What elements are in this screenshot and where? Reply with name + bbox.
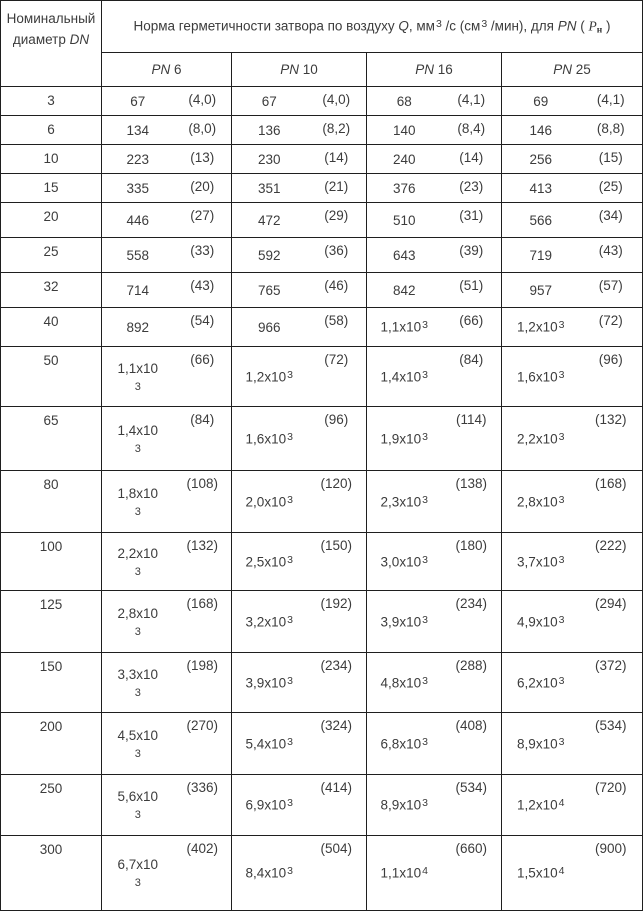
paren-cell: (66) xyxy=(442,308,502,347)
exponent: 3 xyxy=(422,674,428,687)
exponent: 3 xyxy=(558,368,565,381)
pn10-header-cell: PN 10 xyxy=(232,53,367,87)
dn-cell: 32 xyxy=(1,273,102,308)
exponent-line: 3 xyxy=(134,686,141,699)
value-text: 5,6x10 xyxy=(117,789,159,804)
dn-cell: 3 xyxy=(1,87,102,116)
value-cell: 134 xyxy=(102,116,174,145)
value-text: 3,0x10 xyxy=(380,554,422,570)
paren-cell: (72) xyxy=(307,347,367,407)
dn-cell: 100 xyxy=(1,533,102,591)
main-header-cell: Норма герметичности затвора по воздуху Q, $мм^3$ /с ($см^3$ /мин), для PN ( $P_н$ ) xyxy=(102,1,643,53)
value-text: 6,7x10 xyxy=(117,857,159,872)
dn-cell: 200 xyxy=(1,713,102,775)
value-cell xyxy=(232,653,307,713)
value-cell: 146 xyxy=(502,116,580,145)
paren-cell: (534) xyxy=(580,713,643,775)
value-text: 1,4x10 xyxy=(117,422,159,438)
value-cell: 966 xyxy=(232,308,307,347)
exponent-line: 3 xyxy=(134,565,141,578)
value-cell: 256 xyxy=(502,145,580,174)
value-text: 2,3x10 xyxy=(380,494,422,510)
value-text: 2,5x10 xyxy=(245,554,287,570)
table-row xyxy=(1,145,643,174)
paren-cell: (8,0) xyxy=(174,116,232,145)
value-cell: 68 xyxy=(367,87,442,116)
value-cell xyxy=(102,775,174,836)
value-cell xyxy=(502,308,580,347)
paren-cell: (336) xyxy=(174,775,232,836)
value-cell xyxy=(232,591,307,653)
exponent: 3 xyxy=(558,735,565,748)
value-text: 6,9x10 xyxy=(245,797,287,813)
exponent: 3 xyxy=(422,493,428,506)
table-row xyxy=(1,713,643,775)
value-text: 1,4x10 xyxy=(380,369,422,385)
table-row xyxy=(1,591,643,653)
value-cell xyxy=(367,347,442,407)
dn-cell: 80 xyxy=(1,471,102,533)
value-cell: 376 xyxy=(367,174,442,203)
table-row xyxy=(1,203,643,238)
exponent: 3 xyxy=(287,430,293,443)
paren-cell: (372) xyxy=(580,653,643,713)
exponent: 3 xyxy=(287,674,293,687)
value-cell: 842 xyxy=(367,273,442,308)
paren-cell: (27) xyxy=(174,203,232,238)
paren-cell: (46) xyxy=(307,273,367,308)
exponent: 3 xyxy=(558,493,565,506)
pn25-header-cell: PN 25 xyxy=(502,53,643,87)
value-text: 1,8x10 xyxy=(117,485,159,501)
value-cell xyxy=(232,471,307,533)
value-text: 1,2x10 xyxy=(517,797,558,813)
value-cell xyxy=(232,533,307,591)
value-cell: 69 xyxy=(502,87,580,116)
paren-cell: (54) xyxy=(174,308,232,347)
exponent: 3 xyxy=(422,319,428,332)
paren-cell: (43) xyxy=(580,238,643,273)
dn-cell: 65 xyxy=(1,407,102,471)
paren-cell: (31) xyxy=(442,203,502,238)
value-cell: 240 xyxy=(367,145,442,174)
exponent-line: 3 xyxy=(134,877,141,889)
value-text: 1,6x10 xyxy=(517,369,558,385)
corner-line1: Номинальный xyxy=(6,11,96,26)
dn-cell: 6 xyxy=(1,116,102,145)
exponent: 3 xyxy=(422,613,428,626)
value-cell xyxy=(102,533,174,591)
paren-cell: (23) xyxy=(442,174,502,203)
exponent-line: 3 xyxy=(134,747,141,760)
dn-cell: 25 xyxy=(1,238,102,273)
exponent: 3 xyxy=(287,865,293,878)
value-cell: 566 xyxy=(502,203,580,238)
paren-cell: (324) xyxy=(307,713,367,775)
exponent-line: 3 xyxy=(134,442,141,455)
exponent: 3 xyxy=(287,735,293,748)
pn16-header-cell: PN 16 xyxy=(367,53,502,87)
paren-cell: (4,1) xyxy=(442,87,502,116)
paren-cell: (270) xyxy=(174,713,232,775)
paren-cell: (72) xyxy=(580,308,643,347)
value-cell xyxy=(232,713,307,775)
value-text: 6,8x10 xyxy=(380,736,422,752)
paren-cell: (15) xyxy=(580,145,643,174)
value-text: 4,9x10 xyxy=(517,614,558,630)
value-cell xyxy=(502,533,580,591)
corner-header-cell xyxy=(1,1,102,87)
pn-symbol: PN xyxy=(557,18,577,34)
exponent: 3 xyxy=(287,553,293,566)
value-cell: 765 xyxy=(232,273,307,308)
paren-cell: (138) xyxy=(442,471,502,533)
exponent-line: 3 xyxy=(134,809,141,821)
paren-cell: (96) xyxy=(307,407,367,471)
value-text: 4,5x10 xyxy=(117,727,159,743)
value-cell: 335 xyxy=(102,174,174,203)
dn-symbol: DN xyxy=(69,32,90,47)
value-cell: 714 xyxy=(102,273,174,308)
value-cell: 230 xyxy=(232,145,307,174)
table-row xyxy=(1,308,643,347)
exponent: 4 xyxy=(558,797,565,810)
paren-cell: (34) xyxy=(580,203,643,238)
exponent: 3 xyxy=(422,735,428,748)
value-text: 2,8x10 xyxy=(517,494,558,510)
value-cell xyxy=(102,591,174,653)
paren-cell: (21) xyxy=(307,174,367,203)
paren-cell: (120) xyxy=(307,471,367,533)
value-text: 3,7x10 xyxy=(517,554,558,570)
table-row xyxy=(1,116,643,145)
paren-cell: (58) xyxy=(307,308,367,347)
value-cell xyxy=(367,308,442,347)
value-cell xyxy=(502,471,580,533)
paren-cell: (25) xyxy=(580,174,643,203)
value-cell: 413 xyxy=(502,174,580,203)
value-cell: 558 xyxy=(102,238,174,273)
corner-line2: диаметр DN xyxy=(12,32,90,47)
exponent: 3 xyxy=(422,553,428,566)
paren-cell: (8,2) xyxy=(307,116,367,145)
value-cell: 472 xyxy=(232,203,307,238)
paren-cell: (39) xyxy=(442,238,502,273)
paren-cell: (8,4) xyxy=(442,116,502,145)
dn-cell: 300 xyxy=(1,836,102,911)
table-row xyxy=(1,174,643,203)
paren-cell: (114) xyxy=(442,407,502,471)
value-text: 3,2x10 xyxy=(245,614,287,630)
exponent: 3 xyxy=(287,493,293,506)
dn-cell: 125 xyxy=(1,591,102,653)
paren-cell: (150) xyxy=(307,533,367,591)
paren-cell: (168) xyxy=(580,471,643,533)
paren-cell: (66) xyxy=(174,347,232,407)
paren-cell: (234) xyxy=(442,591,502,653)
dn-cell: 50 xyxy=(1,347,102,407)
paren-cell: (132) xyxy=(174,533,232,591)
table-row xyxy=(1,775,643,836)
paren-cell: (36) xyxy=(307,238,367,273)
paren-cell: (4,1) xyxy=(580,87,643,116)
value-text: 8,9x10 xyxy=(380,797,422,813)
value-text: 2,2x10 xyxy=(517,431,558,447)
exponent: 3 xyxy=(558,553,565,566)
value-cell xyxy=(502,407,580,471)
paren-cell: (408) xyxy=(442,713,502,775)
paren-cell: (288) xyxy=(442,653,502,713)
value-cell xyxy=(502,347,580,407)
paren-cell: (504) xyxy=(307,836,367,911)
value-text: 8,4x10 xyxy=(245,865,287,881)
value-text: 1,6x10 xyxy=(245,431,287,447)
paren-cell: (402) xyxy=(174,836,232,911)
paren-cell: (534) xyxy=(442,775,502,836)
exponent: 3 xyxy=(422,368,428,381)
value-text: 1,1x10 xyxy=(380,319,422,335)
paren-cell: (13) xyxy=(174,145,232,174)
paren-cell: (8,8) xyxy=(580,116,643,145)
exponent-line: 3 xyxy=(134,505,141,518)
exponent-line: 3 xyxy=(134,625,141,638)
paren-cell: (222) xyxy=(580,533,643,591)
value-cell: 136 xyxy=(232,116,307,145)
value-text: 2,2x10 xyxy=(117,545,159,561)
value-cell xyxy=(367,713,442,775)
paren-cell: (20) xyxy=(174,174,232,203)
dn-cell: 40 xyxy=(1,308,102,347)
value-cell xyxy=(502,591,580,653)
paren-cell: (33) xyxy=(174,238,232,273)
value-cell xyxy=(502,836,580,911)
dn-cell: 20 xyxy=(1,203,102,238)
table-row xyxy=(1,836,643,911)
value-cell: 719 xyxy=(502,238,580,273)
q-symbol: Q xyxy=(398,18,409,34)
paren-cell: (57) xyxy=(580,273,643,308)
value-cell: 510 xyxy=(367,203,442,238)
exponent: 3 xyxy=(287,613,293,626)
value-cell: 223 xyxy=(102,145,174,174)
paren-cell: (84) xyxy=(174,407,232,471)
paren-cell: (234) xyxy=(307,653,367,713)
value-cell xyxy=(367,775,442,836)
p-subscript: н xyxy=(596,25,603,36)
table-row xyxy=(1,653,643,713)
paren-cell: (108) xyxy=(174,471,232,533)
paren-cell: (660) xyxy=(442,836,502,911)
paren-cell: (132) xyxy=(580,407,643,471)
value-cell: 592 xyxy=(232,238,307,273)
value-text: 4,8x10 xyxy=(380,675,422,691)
exponent: 3 xyxy=(558,613,565,626)
value-text: 2,8x10 xyxy=(117,605,159,621)
paren-cell: (198) xyxy=(174,653,232,713)
exponent: 4 xyxy=(558,865,565,878)
value-cell xyxy=(367,533,442,591)
value-cell xyxy=(102,407,174,471)
value-cell xyxy=(102,836,174,911)
paren-cell: (720) xyxy=(580,775,643,836)
exponent: 3 xyxy=(287,797,293,810)
exponent: 3 xyxy=(422,797,428,810)
header-row-main xyxy=(1,1,643,53)
value-cell xyxy=(367,407,442,471)
exponent: 3 xyxy=(558,430,565,443)
value-text: 5,4x10 xyxy=(245,736,287,752)
value-cell: 351 xyxy=(232,174,307,203)
dn-cell: 15 xyxy=(1,174,102,203)
table-row xyxy=(1,87,643,116)
value-cell: 892 xyxy=(102,308,174,347)
value-text: 6,2x10 xyxy=(517,675,558,691)
dn-cell: 10 xyxy=(1,145,102,174)
paren-cell: (168) xyxy=(174,591,232,653)
exponent-line: 3 xyxy=(134,380,141,393)
value-text: 8,9x10 xyxy=(517,736,558,752)
paren-cell: (294) xyxy=(580,591,643,653)
table-row xyxy=(1,471,643,533)
value-cell: 140 xyxy=(367,116,442,145)
paren-cell: (180) xyxy=(442,533,502,591)
paren-cell: (51) xyxy=(442,273,502,308)
value-cell xyxy=(232,407,307,471)
paren-cell: (14) xyxy=(442,145,502,174)
value-cell xyxy=(502,653,580,713)
paren-cell: (192) xyxy=(307,591,367,653)
cubed-exponent: 3 xyxy=(481,17,488,30)
value-text: 3,9x10 xyxy=(245,675,287,691)
value-cell xyxy=(102,471,174,533)
value-cell xyxy=(232,347,307,407)
paren-cell: (43) xyxy=(174,273,232,308)
value-cell xyxy=(367,471,442,533)
value-cell xyxy=(102,347,174,407)
paren-cell: (900) xyxy=(580,836,643,911)
value-text: 1,2x10 xyxy=(517,319,558,335)
value-cell xyxy=(102,653,174,713)
value-cell xyxy=(232,836,307,911)
value-cell xyxy=(102,713,174,775)
value-text: 1,1x10 xyxy=(380,865,422,881)
paren-cell: (14) xyxy=(307,145,367,174)
exponent: 3 xyxy=(422,430,428,443)
value-cell xyxy=(367,591,442,653)
value-cell: 643 xyxy=(367,238,442,273)
value-text: 2,0x10 xyxy=(245,494,287,510)
value-text: 1,9x10 xyxy=(380,431,422,447)
value-cell: 446 xyxy=(102,203,174,238)
paren-cell: (29) xyxy=(307,203,367,238)
value-text: 3,3x10 xyxy=(117,666,159,682)
table-row xyxy=(1,273,643,308)
exponent: 3 xyxy=(558,674,565,687)
value-text: 1,1x10 xyxy=(117,360,159,376)
value-cell: 957 xyxy=(502,273,580,308)
paren-cell: (4,0) xyxy=(174,87,232,116)
table-row xyxy=(1,347,643,407)
cubed-exponent: 3 xyxy=(435,17,442,30)
paren-cell: (84) xyxy=(442,347,502,407)
table-row xyxy=(1,533,643,591)
value-cell xyxy=(232,775,307,836)
paren-cell: (414) xyxy=(307,775,367,836)
value-cell xyxy=(367,653,442,713)
value-text: 1,2x10 xyxy=(245,369,287,385)
exponent: 3 xyxy=(287,368,293,381)
p-symbol: P xyxy=(588,18,597,34)
value-cell xyxy=(502,775,580,836)
paren-cell: (4,0) xyxy=(307,87,367,116)
exponent: 4 xyxy=(422,865,428,878)
value-cell xyxy=(367,836,442,911)
table-row xyxy=(1,407,643,471)
value-text: 1,5x10 xyxy=(517,865,558,881)
dn-cell: 250 xyxy=(1,775,102,836)
value-cell: 67 xyxy=(102,87,174,116)
dn-cell: 150 xyxy=(1,653,102,713)
table-row xyxy=(1,238,643,273)
value-cell: 67 xyxy=(232,87,307,116)
value-text: 3,9x10 xyxy=(380,614,422,630)
paren-cell: (96) xyxy=(580,347,643,407)
value-cell xyxy=(502,713,580,775)
exponent: 3 xyxy=(558,319,565,332)
pn6-header-cell: PN 6 xyxy=(102,53,232,87)
